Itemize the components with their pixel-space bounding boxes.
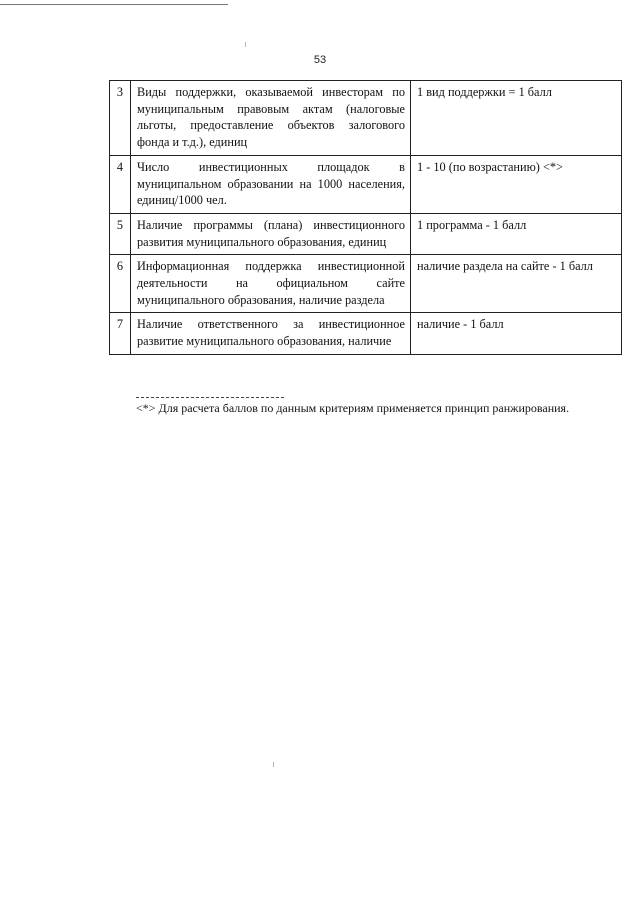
table-row — [110, 81, 622, 156]
row-number: 5 — [110, 213, 131, 254]
score-cell: 1 - 10 (по возрастанию) <*> — [411, 155, 622, 213]
row-number: 4 — [110, 155, 131, 213]
scan-speck — [273, 762, 274, 767]
table-row — [110, 213, 622, 254]
table-row — [110, 155, 622, 213]
criterion-text: Наличие ответственного за инвестиционное развитие муниципального образования, наличие — [137, 317, 405, 349]
score-cell: наличие раздела на сайте - 1 балл — [411, 255, 622, 313]
criterion-cell — [131, 81, 411, 156]
header-rule — [0, 4, 228, 5]
criterion-text: Информационная поддержка инвестиционной деятельности на официальном сайте муниципального образования, наличие раздела — [137, 259, 405, 307]
criterion-cell — [131, 213, 411, 254]
footnote: <*> Для расчета баллов по данным критериям применяется принцип ранжирования. — [136, 401, 570, 415]
criterion-cell — [131, 155, 411, 213]
footnote-separator — [136, 397, 284, 398]
criteria-table — [109, 80, 622, 355]
criterion-text: Наличие программы (плана) инвестиционного развития муниципального образования, единиц — [137, 217, 405, 249]
criterion-text: Число инвестиционных площадок в муниципальном образовании на 1000 населения, единиц/1000 чел. — [137, 159, 405, 208]
criterion-cell — [131, 313, 411, 354]
criterion-cell — [131, 255, 411, 313]
row-number: 6 — [110, 255, 131, 313]
page-number: 53 — [313, 54, 327, 66]
criterion-text: Виды поддержки, оказываемой инвесторам по муниципальным правовым актам (налоговые льготы, предоставление объектов залогового фонда и т.д.), единиц — [137, 85, 405, 150]
table-row — [110, 313, 622, 354]
row-number: 3 — [110, 81, 131, 156]
table-row — [110, 255, 622, 313]
score-cell: 1 вид поддержки = 1 балл — [411, 81, 622, 156]
row-number: 7 — [110, 313, 131, 354]
score-cell: наличие - 1 балл — [411, 313, 622, 354]
score-cell: 1 программа - 1 балл — [411, 213, 622, 254]
scan-speck — [245, 42, 246, 47]
